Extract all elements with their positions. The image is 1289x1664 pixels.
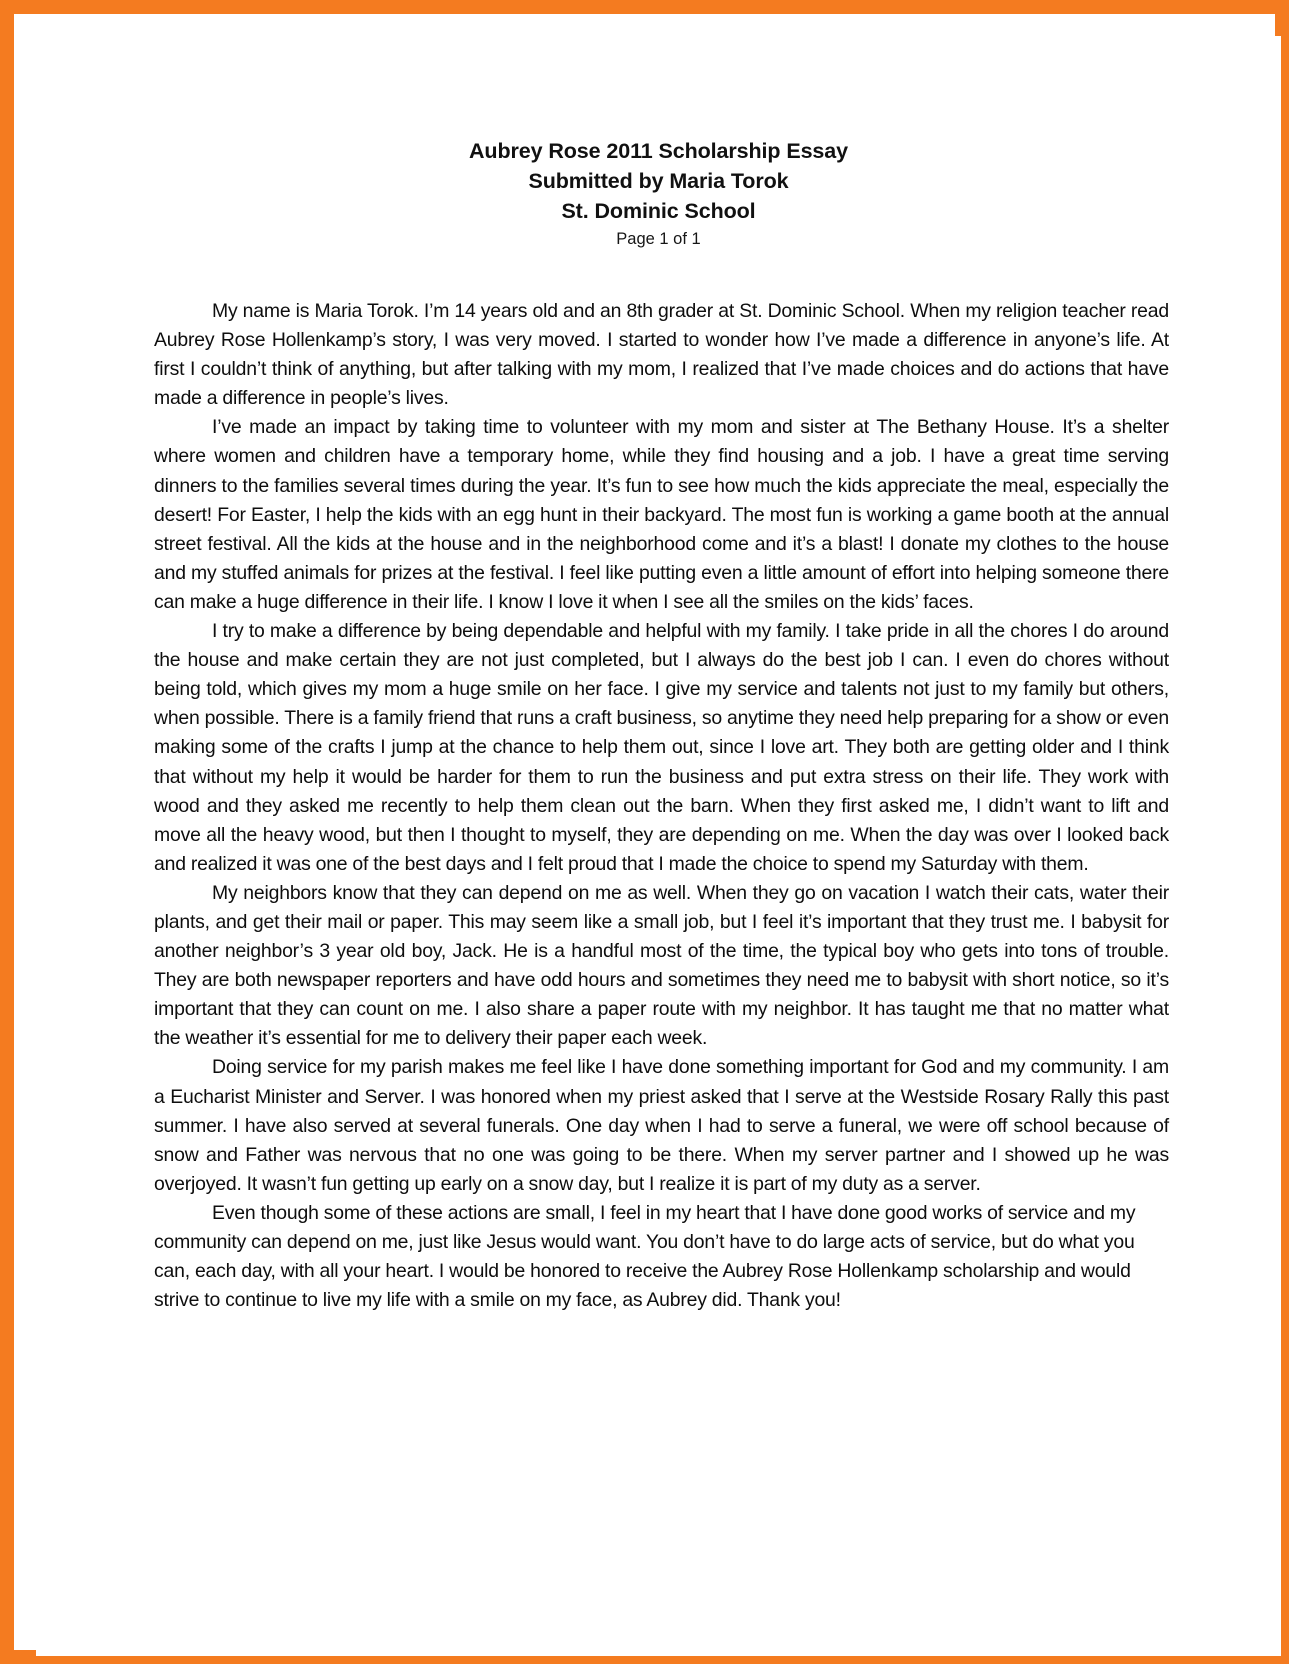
document-page <box>36 36 1281 1656</box>
essay-paragraph: Even though some of these actions are small, I feel in my heart that I have done good works of service and my community can depend on me, just like Jesus would want. You don’t have to do large acts of service, but do what you can, each day, with all your heart. I would be honored to receive the Aubrey Rose Hollenkamp scholarship and would strive to continue to live my life with a smile on my face, as Aubrey did. Thank you! <box>154 1201 1136 1312</box>
essay-title: Aubrey Rose 2011 Scholarship Essay <box>468 139 848 163</box>
page-gutter <box>14 14 1275 1650</box>
essay-paragraph: My name is Maria Torok. I’m 14 years old and an 8th grader at St. Dominic School. When my religion teacher read Aubrey Rose Hollenkamp’s story, I was very moved. I started to wonder how I’ve made a difference in anyone’s life. At first I couldn’t think of anything, but after talking with my mom, I realized that I’ve made choices and do actions that have made a difference in people’s lives. <box>154 300 1169 410</box>
document-header <box>36 136 1281 251</box>
page-indicator: Page 1 of 1 <box>616 230 701 248</box>
essay-paragraph: My neighbors know that they can depend on me as well. When they go on vacation I watch their cats, water their plants, and get their mail or paper. This may seem like a small job, but I feel it’s important that they trust me. I babysit for another neighbor’s 3 year old boy, Jack. He is a handful most of the time, the typical boy who gets into tons of trouble. They are both newspaper reporters and have odd hours and sometimes they need me to babysit with short notice, so it’s important that they can count on me. I also share a paper route with my neighbor. It has taught me that no matter what the weather it’s essential for me to delivery their paper each week. <box>154 881 1169 1050</box>
essay-body <box>154 297 1169 1315</box>
essay-paragraph: I’ve made an impact by taking time to volunteer with my mom and sister at The Bethany House. It’s a shelter where women and children have a temporary home, while they find housing and a job. I have a great time serving dinners to the families several times during the year. It’s fun to see how much the kids appreciate the meal, especially the desert! For Easter, I help the kids with an egg hunt in their backyard. The most fun is working a game booth at the annual street festival. All the kids at the house and in the neighborhood come and it’s a blast! I donate my clothes to the house and my stuffed animals for prizes at the festival. I feel like putting even a little amount of effort into helping someone there can make a huge difference in their life. I know I love it when I see all the smiles on the kids’ faces. <box>154 416 1169 613</box>
essay-paragraph: I try to make a difference by being dependable and helpful with my family. I take pride in all the chores I do around the house and make certain they are not just completed, but I always do the best job I can. I even do chores without being told, which gives my mom a huge smile on her face. I give my service and talents not just to my family but others, when possible. There is a family friend that runs a craft business, so anytime they need help preparing for a show or even making some of the crafts I jump at the chance to help them out, since I love art. They both are getting older and I think that without my help it would be harder for them to run the business and put extra stress on their life. They work with wood and they asked me recently to help them clean out the barn. When they first asked me, I didn’t want to lift and move all the heavy wood, but then I thought to myself, they are depending on me. When the day was over I looked back and realized it was one of the best days and I felt proud that I made the choice to spend my Saturday with them. <box>154 620 1169 875</box>
submitted-by-line: Submitted by Maria Torok <box>528 169 789 193</box>
essay-paragraph: Doing service for my parish makes me feel like I have done something important for God and my community. I am a Eucharist Minister and Server. I was honored when my priest asked that I serve at the Westside Rosary Rally this past summer. I have also served at several funerals. One day when I had to serve a funeral, we were off school because of snow and Father was nervous that no one was going to be there. When my server partner and I showed up he was overjoyed. It wasn’t fun getting up early on a snow day, but I realize it is part of my duty as a server. <box>154 1056 1169 1195</box>
school-name-line: St. Dominic School <box>561 199 756 223</box>
document-content <box>36 36 1281 1315</box>
